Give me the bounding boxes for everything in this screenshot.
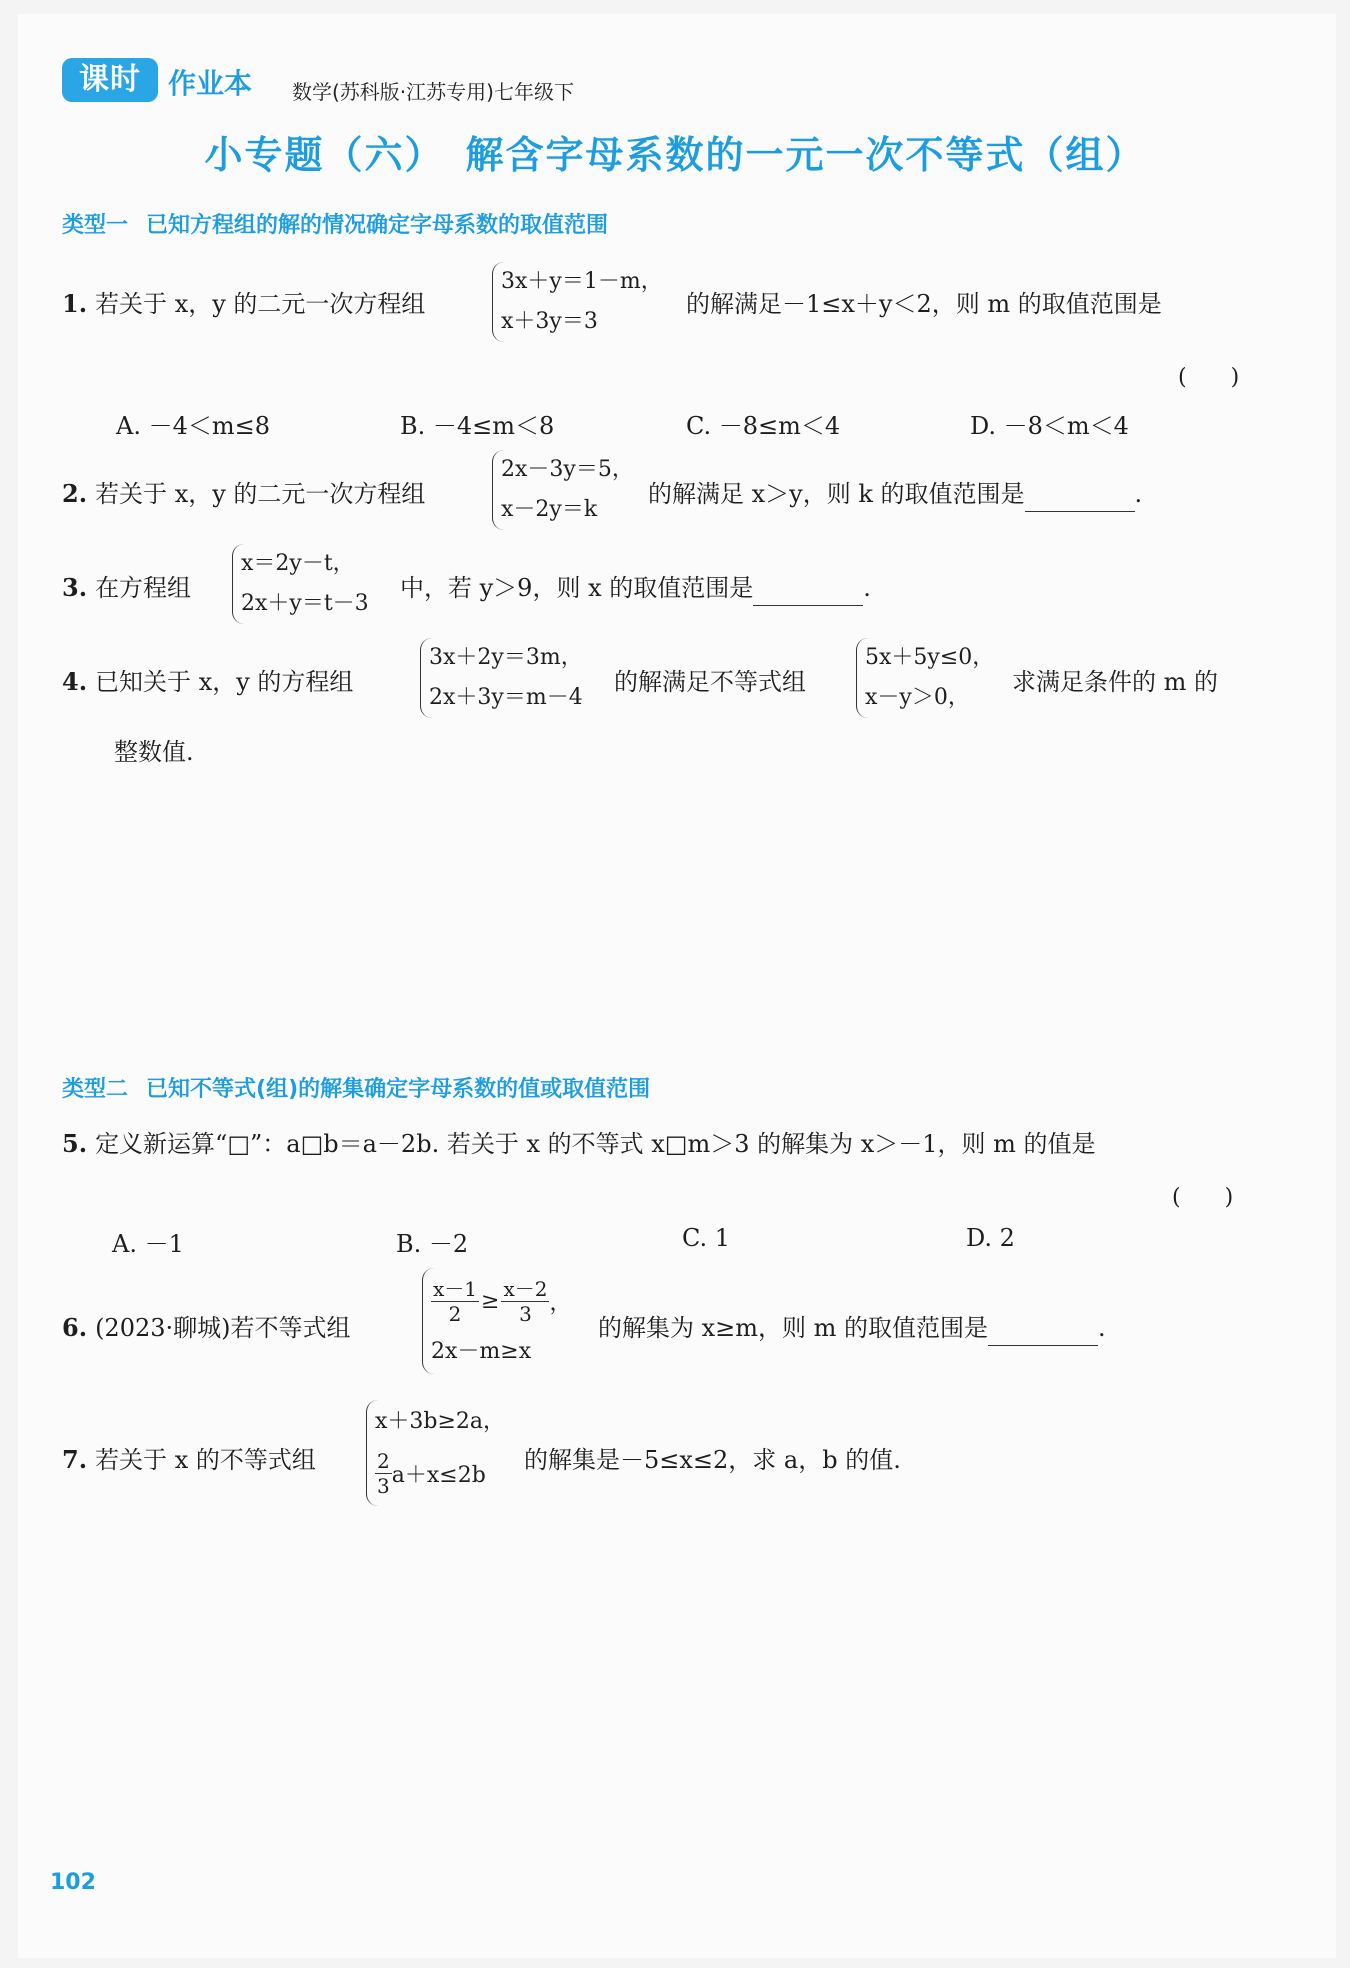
fraction: $\frac{x-2}{3}$ <box>503 1276 548 1326</box>
question-text-post <box>598 1310 1106 1346</box>
question-text: 的解集是－5≤x≤2，求 a，b 的值. <box>524 1446 901 1474</box>
question-7 <box>62 1442 316 1478</box>
ge-sign: ≥ <box>481 1288 500 1314</box>
option-d: D. 2 <box>966 1224 1015 1252</box>
question-text-post <box>648 476 1142 512</box>
question-text: 的解满足－1≤x＋y＜2，则 m 的取值范围是 <box>686 290 1162 318</box>
question-text: 在方程组 <box>95 574 192 602</box>
equation: x－2y＝k <box>501 497 598 522</box>
answer-blank <box>1025 485 1135 512</box>
equation-system <box>492 450 634 530</box>
equation: 3x＋2y＝3m， <box>429 645 583 670</box>
question-1 <box>62 286 425 322</box>
option-a: A. －1 <box>112 1230 184 1258</box>
equation: 2x－3y＝5， <box>501 457 634 482</box>
question-text: 若关于 x 的不等式组 <box>95 1446 316 1474</box>
option-c: C. 1 <box>682 1224 731 1252</box>
fraction: $\frac{2}{3}$ <box>377 1448 390 1498</box>
fraction: $\frac{x-1}{2}$ <box>433 1276 478 1326</box>
answer-blank <box>753 579 863 606</box>
equation-system <box>232 544 369 624</box>
option-c: C. －8≤m＜4 <box>686 412 841 440</box>
section-heading-1 <box>62 208 608 239</box>
equation-system <box>420 638 583 718</box>
question-text: 中，若 y＞9，则 x 的取值范围是 <box>400 574 754 602</box>
equation-system <box>492 262 663 342</box>
question-text-post <box>400 570 871 606</box>
question-number: 4. <box>62 667 88 696</box>
question-number: 6. <box>62 1313 88 1342</box>
question-4 <box>62 664 353 700</box>
question-text: 已知关于 x，y 的方程组 <box>95 668 354 696</box>
section-text: 已知不等式(组)的解集确定字母系数的值或取值范围 <box>146 1077 651 1102</box>
question-text: 求满足条件的 m 的 <box>1012 668 1219 696</box>
question-number: 7. <box>62 1445 88 1474</box>
period: . <box>1098 1314 1106 1342</box>
question-number: 5. <box>62 1129 88 1158</box>
question-text: 定义新运算“□”：a□b＝a－2b. 若关于 x 的不等式 x□m＞3 的解集为 x＞－1，则 m 的值是 <box>95 1130 1096 1158</box>
comma: ， <box>549 1290 572 1316</box>
period: . <box>863 574 871 602</box>
brand-name: 作业本 <box>168 67 253 100</box>
question-3 <box>62 570 191 606</box>
question-text: 的解集为 x≥m，则 m 的取值范围是 <box>598 1314 989 1342</box>
option-b: B. －4≤m＜8 <box>400 412 555 440</box>
period: . <box>1134 480 1143 508</box>
question-text: 若关于 x，y 的二元一次方程组 <box>95 290 426 318</box>
inequality-system <box>422 1268 571 1374</box>
equation: x＝2y－t， <box>241 551 355 576</box>
question-number: 1. <box>62 289 88 318</box>
inequality: x－y＞0， <box>865 685 970 710</box>
question-2 <box>62 476 425 512</box>
question-text: (2023·聊城)若不等式组 <box>95 1314 351 1342</box>
series-logo: 课时 <box>62 58 158 102</box>
option-d: D. －8＜m＜4 <box>970 412 1129 440</box>
inequality: 2x－m≥x <box>431 1339 532 1364</box>
book-info: 数学(苏科版·江苏专用)七年级下 <box>292 80 574 104</box>
inequality: x＋3b≥2a， <box>375 1409 506 1434</box>
question-5 <box>62 1126 1096 1162</box>
inequality-rest: a＋x≤2b <box>391 1462 486 1488</box>
question-text: 的解满足 x＞y，则 k 的取值范围是 <box>648 480 1025 508</box>
question-6 <box>62 1310 351 1346</box>
question-text: 若关于 x，y 的二元一次方程组 <box>95 480 426 508</box>
section-text: 已知方程组的解的情况确定字母系数的取值范围 <box>146 213 609 238</box>
equation: 2x＋3y＝m－4 <box>429 685 583 710</box>
answer-blank <box>988 1319 1098 1346</box>
equation: 3x＋y＝1－m， <box>501 269 663 294</box>
question-text: 整数值. <box>114 738 194 766</box>
inequality <box>431 1270 571 1332</box>
answer-bracket: ( ) <box>1172 1185 1234 1210</box>
option-b: B. －2 <box>396 1230 469 1258</box>
section-label: 类型二 <box>62 1077 129 1102</box>
question-number: 3. <box>62 573 88 602</box>
equation: 2x＋y＝t－3 <box>241 591 369 616</box>
section-heading-2 <box>62 1072 650 1103</box>
equation: x＋3y＝3 <box>501 309 598 334</box>
inequality: 5x＋5y≤0， <box>865 645 995 670</box>
inequality-system <box>366 1400 505 1506</box>
inequality <box>375 1442 505 1504</box>
section-label: 类型一 <box>62 213 129 238</box>
page-number: 102 <box>50 1870 96 1895</box>
question-text: 的解满足不等式组 <box>614 668 806 696</box>
inequality-system <box>856 638 994 718</box>
page-title: 小专题（六） 解含字母系数的一元一次不等式（组） <box>204 132 1146 177</box>
answer-bracket: ( ) <box>1178 365 1240 390</box>
question-number: 2. <box>62 479 88 508</box>
option-a: A. －4＜m≤8 <box>116 412 270 440</box>
